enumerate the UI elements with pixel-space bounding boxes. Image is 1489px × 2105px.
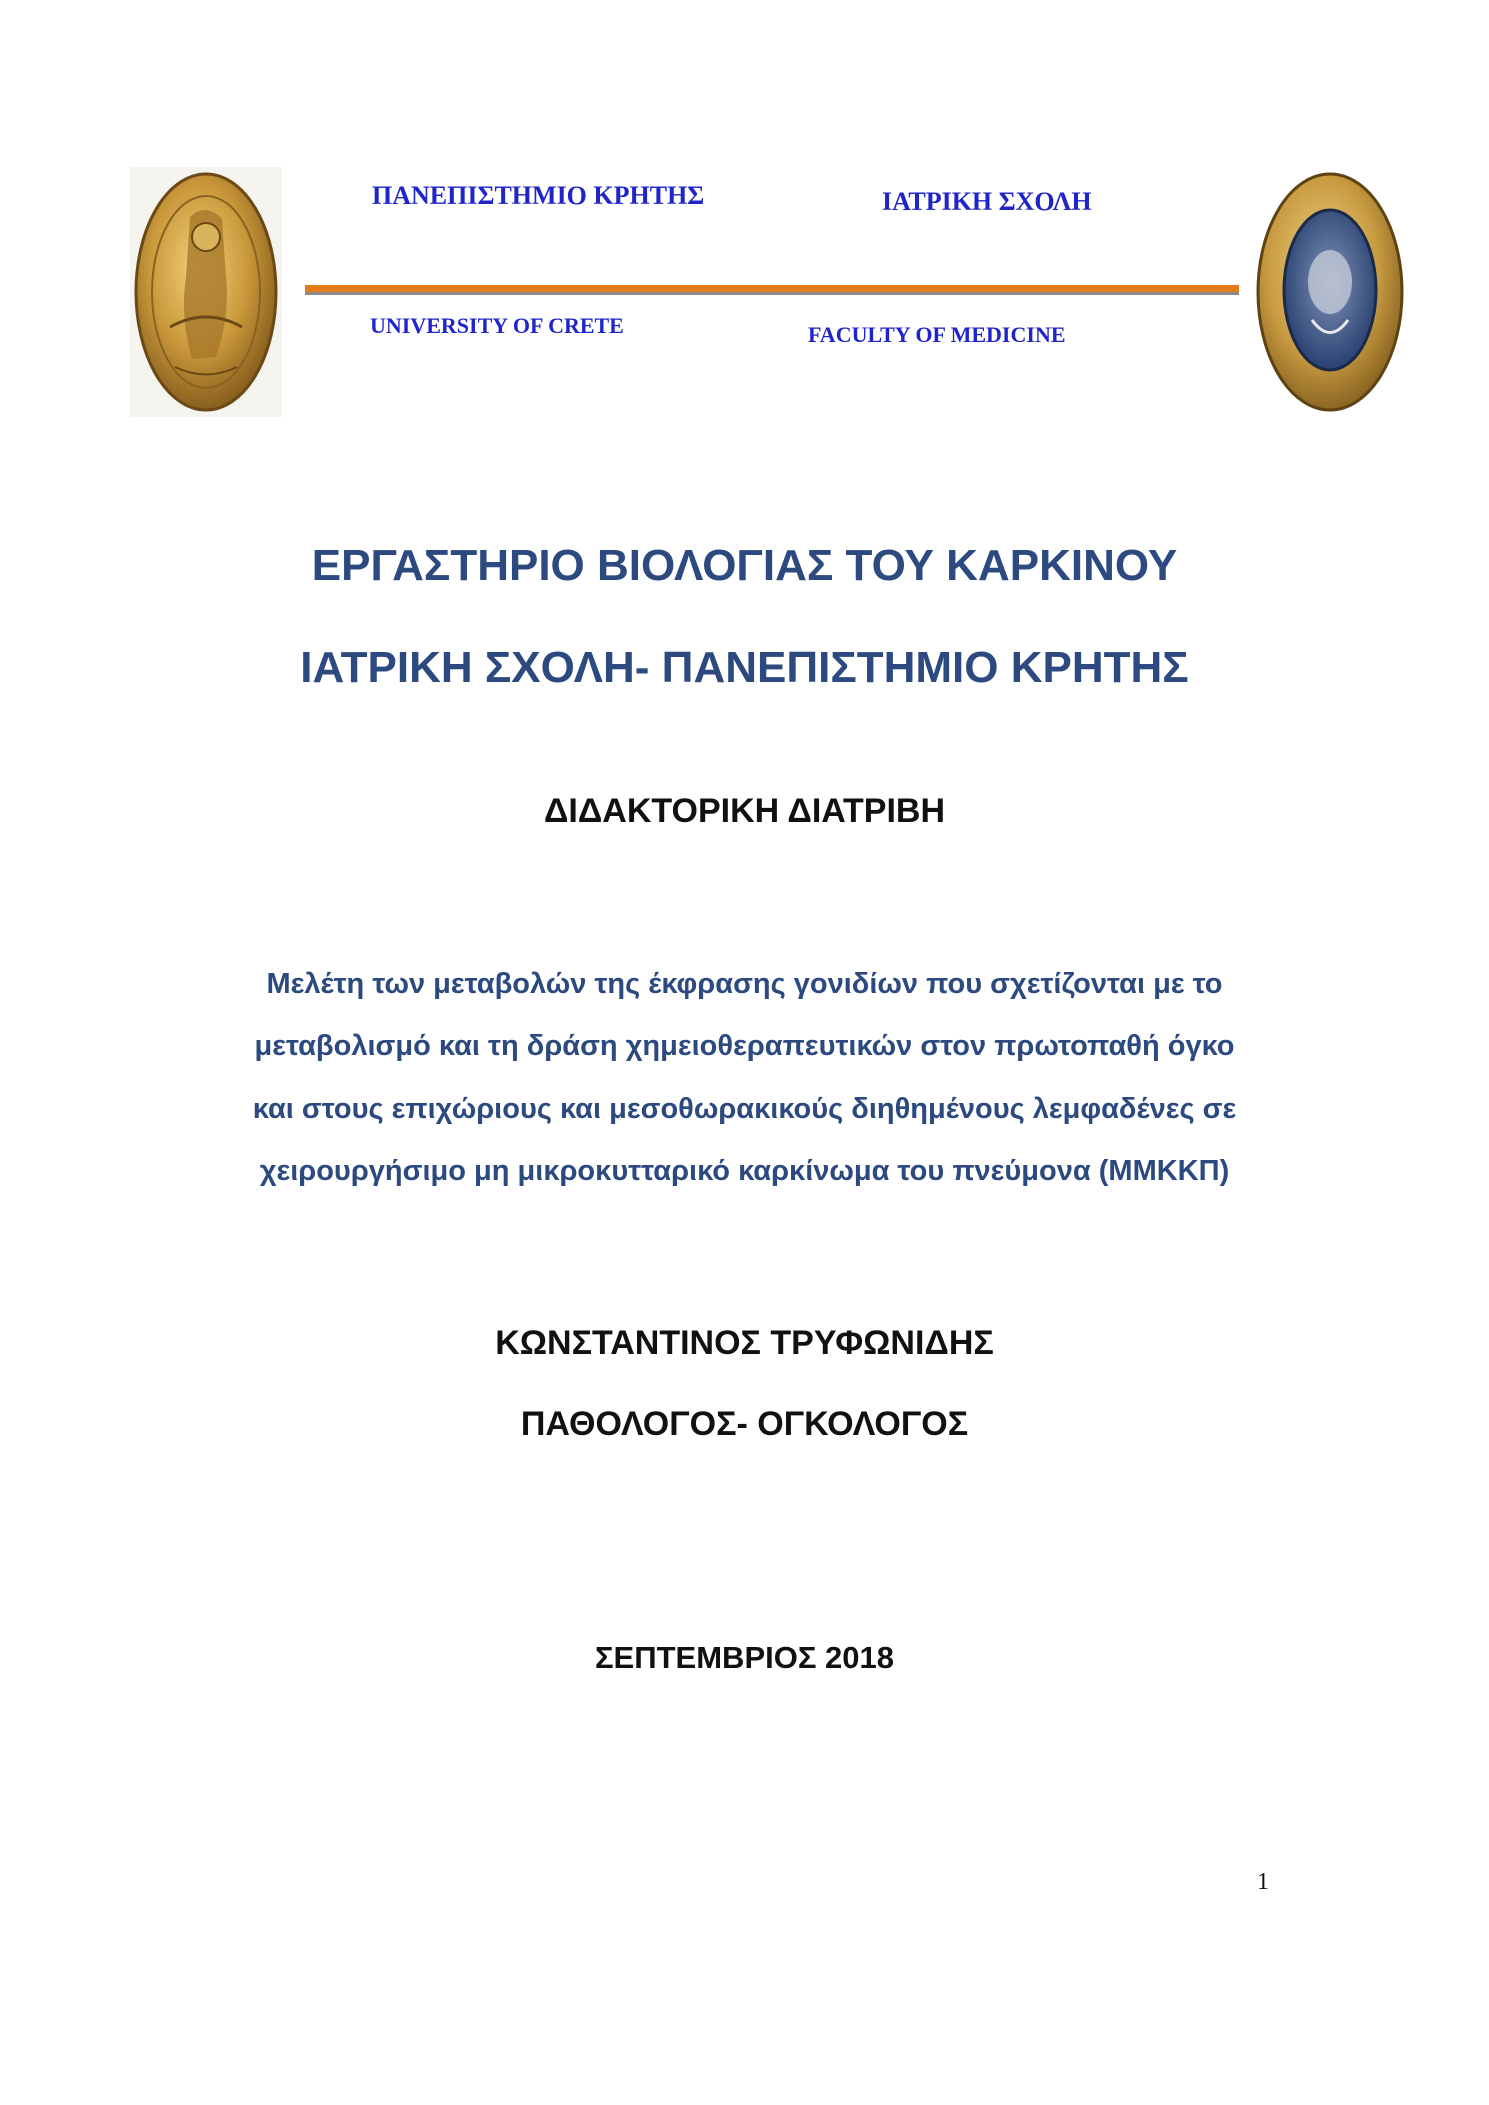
submission-date: ΣΕΠΤΕΜΒΡΙΟΣ 2018 [594, 1640, 895, 1675]
header-university-english: UNIVERSITY OF CRETE [370, 313, 624, 338]
header-faculty-greek: ΙΑΤΡΙΚΗ ΣΧΟΛΗ [882, 187, 1092, 216]
header-divider [305, 285, 1239, 297]
lab-name-line-1: ΕΡΓΑΣΤΗΡΙΟ ΒΙΟΛΟΓΙΑΣ ΤΟΥ ΚΑΡΚΙΝΟΥ [311, 541, 1178, 590]
faculty-of-medicine-seal-icon [1254, 170, 1406, 415]
header-university-greek: ΠΑΝΕΠΙΣΤΗΜΙΟ ΚΡΗΤΗΣ [372, 181, 705, 210]
university-of-crete-seal-icon [130, 167, 282, 417]
header-faculty-english: FACULTY OF MEDICINE [808, 322, 1066, 347]
thesis-title-line-1: Μελέτη των μεταβολών της έκφρασης γονιδίων που σχετίζονται με το [266, 968, 1223, 1000]
document-type: ΔΙΔΑΚΤΟΡΙΚΗ ΔΙΑΤΡΙΒΗ [543, 792, 946, 830]
thesis-title-line-2: μεταβολισμό και τη δράση χημειοθεραπευτικών στον πρωτοπαθή όγκο [254, 1030, 1235, 1062]
author-name: ΚΩΝΣΤΑΝΤΙΝΟΣ ΤΡΥΦΩΝΙΔΗΣ [495, 1324, 994, 1362]
author-role: ΠΑΘΟΛΟΓΟΣ- ΟΓΚΟΛΟΓΟΣ [520, 1405, 969, 1443]
thesis-title-line-4: χειρουργήσιμο μη μικροκυτταρικό καρκίνωμα του πνεύμονα (ΜΜΚΚΠ) [259, 1155, 1230, 1187]
page-number: 1 [1257, 1869, 1269, 1895]
thesis-title-line-3: και στους επιχώριους και μεσοθωρακικούς διηθημένους λεμφαδένες σε [252, 1093, 1237, 1125]
lab-name-line-2: ΙΑΤΡΙΚΗ ΣΧΟΛΗ- ΠΑΝΕΠΙΣΤΗΜΙΟ ΚΡΗΤΗΣ [300, 643, 1189, 692]
